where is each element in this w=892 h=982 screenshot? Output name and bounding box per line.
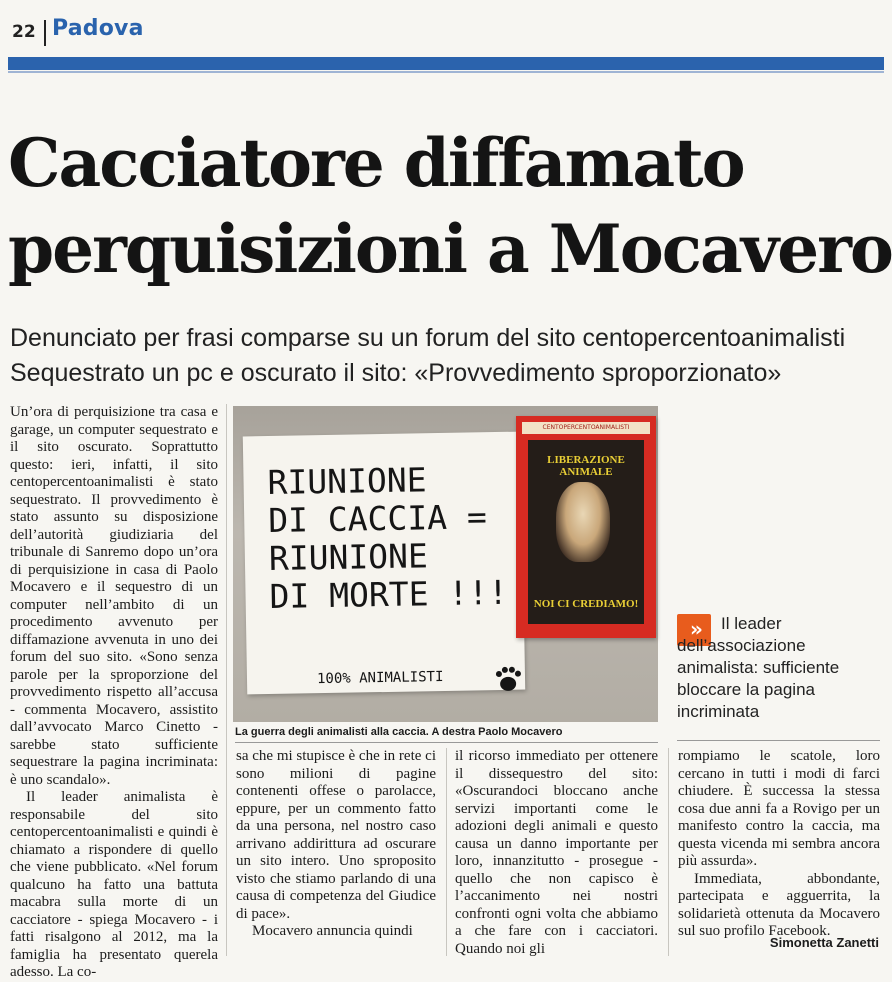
sidebar-line: incriminata xyxy=(677,702,760,721)
header-separator xyxy=(44,20,46,46)
headline-line-1: Cacciatore diffamato xyxy=(8,124,744,202)
paragraph: Immediata, abbondante, partecipata e agguerrita, la solidarietà ottenuta da Mocavero sul suo profilo Facebook. xyxy=(678,870,880,939)
page-header xyxy=(8,8,884,52)
author-byline: Simonetta Zanetti xyxy=(769,935,879,950)
sidebar-line: bloccare la pagina xyxy=(677,680,815,699)
column-divider xyxy=(226,404,227,956)
paragraph: sa che mi stupisce è che in rete ci sono milioni di pagine contenenti offese o parolacce, eppure, per un commento fatto da una persona, nel nostro caso arrivano addirittura ad oscurare un sito intero. Uno sproposito visto che stiamo parlando di una causa di competenza del Giudice di pace». xyxy=(236,748,436,922)
subheadline-line-2: Sequestrato un pc e oscurato il sito: «Provvedimento sproporzionato» xyxy=(10,359,782,387)
sidebar-line: animalista: sufficiente xyxy=(677,658,840,677)
paragraph: rompiamo le scatole, loro cercano in tutti i modi di farci chiudere. È successa la stessa cosa due anni fa a Rovigo per un manifesto contro la caccia, ma questa vicenda mi sembra ancora più assurda». xyxy=(678,748,880,869)
liberation-poster xyxy=(516,416,656,638)
column-divider xyxy=(446,748,447,956)
photo-caption: La guerra degli animalisti alla caccia. A destra Paolo Mocavero xyxy=(235,726,563,738)
sign-signature: 100% ANIMALISTI xyxy=(316,668,444,688)
poster-header: CENTOPERCENTOANIMALISTI xyxy=(522,422,650,434)
article-column-4 xyxy=(678,748,880,938)
headline-line-2: perquisizioni a Mocavero xyxy=(8,210,892,288)
paragraph: Un’ora di perquisizione tra casa e garage, un computer sequestrato e il sito oscurato. Soprattutto questo: ieri, infatti, il sito centopercentoanimalisti è stato sequestrato. Il provvedimento è stato assunto su disposizione dell’autorità giudiziaria del tribunale di Sanremo dopo un’ora di perquisizione in casa di Paolo Mocavero e il sequestro di un computer nell’ambito di un procedimento avvenuto per diffamazione avvenuta in uno dei forum del suo sito. «Sono senza parole per la sproporzione del provvedimento rispetto all’accusa - commenta Mocavero, assistito dall’avvocato Marco Cinetto - sarebbe stato sufficiente sequestrare la pagina incriminata: è uno scandalo». xyxy=(10,404,218,788)
dog-image xyxy=(556,482,610,562)
headline xyxy=(8,120,892,292)
sign-line: DI MORTE !!! xyxy=(269,572,509,616)
article-photo xyxy=(233,406,658,722)
paragraph: Mocavero annuncia quindi xyxy=(252,923,413,939)
section-title: Padova xyxy=(52,16,144,41)
article-column-3 xyxy=(455,748,658,956)
sign-text xyxy=(267,460,520,616)
paragraph: Il leader animalista è responsabile del sito centopercentoanimalisti e quindi è chiamato a rispondere di quello che viene pubblicato. «Nel forum qualcuno ha fatto una battuta macabra sulla morte di un cacciatore - spiega Mocavero - i fatti risalgono al 2012, ma la famiglia ha presentato querela adesso. La co- xyxy=(10,789,218,980)
caption-rule xyxy=(235,742,658,743)
article-column-1 xyxy=(10,404,218,980)
sign-line: RIUNIONE xyxy=(268,536,429,579)
header-thin-rule xyxy=(8,71,884,73)
poster-slogan: NOI CI CREDIAMO! xyxy=(533,598,639,610)
sidebar-line: Il leader xyxy=(721,614,782,633)
paw-print-icon xyxy=(493,664,524,695)
subheadline xyxy=(10,321,880,391)
poster-title: LIBERAZIONE ANIMALE xyxy=(547,454,625,478)
column-divider xyxy=(668,748,669,956)
sidebar-line: dell’associazione xyxy=(677,636,806,655)
protest-sign xyxy=(243,432,525,695)
sidebar-rule xyxy=(677,740,880,741)
poster-image xyxy=(528,440,644,624)
sign-line: RIUNIONE xyxy=(267,460,427,503)
article-column-2 xyxy=(236,748,436,956)
subheadline-line-1: Denunciato per frasi comparse su un forum del sito centopercentoanimalisti xyxy=(10,324,846,352)
sign-line: DI CACCIA = xyxy=(267,497,488,541)
chevron-double-right-icon: » xyxy=(677,614,711,646)
page-number: 22 xyxy=(12,22,36,42)
paragraph: il ricorso immediato per ottenere il dissequestro del sito: «Oscurandoci bloccano anche servizi importanti come le adozioni degli animali e questo causa un danno importante per loro, innanzitutto - prosegue - quello che non capisco è l’accanimento nei nostri confronti ogni volta che abbiamo a che fare con i cacciatori. Quando noi gli xyxy=(455,748,658,957)
header-blue-rule xyxy=(8,57,884,70)
sidebar-quote xyxy=(677,613,882,723)
